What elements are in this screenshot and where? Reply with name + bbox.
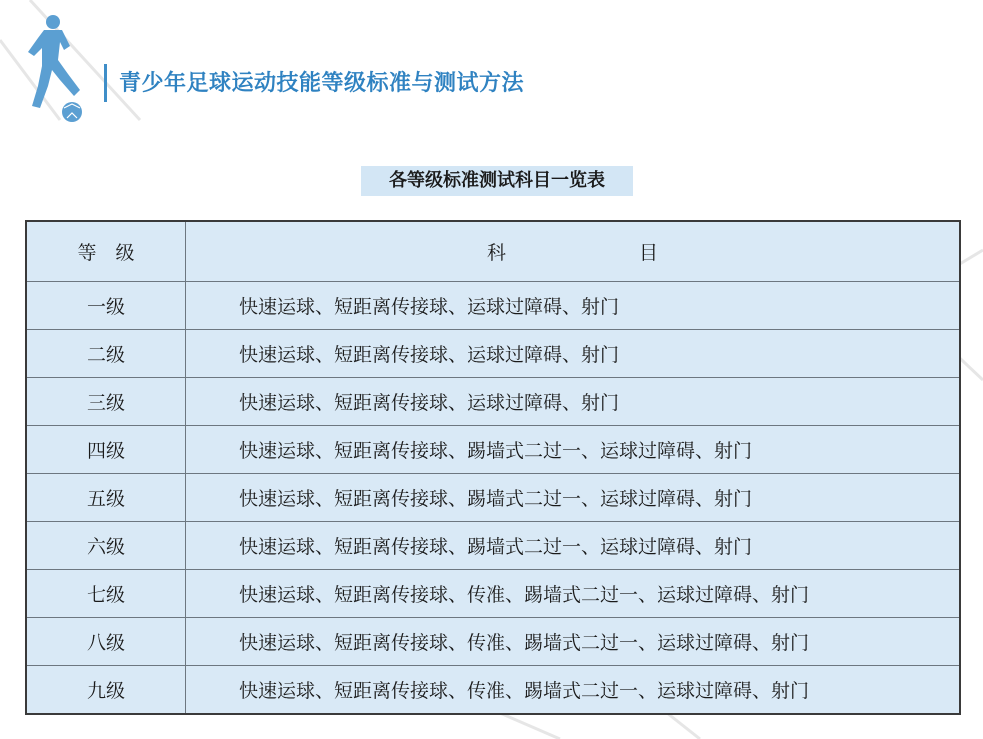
level-cell: 五级 xyxy=(26,474,186,522)
grade-subjects-table xyxy=(25,220,961,715)
level-cell: 七级 xyxy=(26,570,186,618)
column-header-level: 等 级 xyxy=(26,221,186,282)
level-cell: 六级 xyxy=(26,522,186,570)
subjects-cell: 快速运球、短距离传接球、传准、踢墙式二过一、运球过障碍、射门 xyxy=(186,618,961,666)
table-row xyxy=(26,666,960,715)
table-row xyxy=(26,426,960,474)
subjects-cell: 快速运球、短距离传接球、运球过障碍、射门 xyxy=(186,378,961,426)
table-row xyxy=(26,522,960,570)
column-header-subjects: 科 目 xyxy=(186,221,961,282)
table-row xyxy=(26,282,960,330)
subjects-cell: 快速运球、短距离传接球、运球过障碍、射门 xyxy=(186,330,961,378)
level-cell: 八级 xyxy=(26,618,186,666)
subjects-cell: 快速运球、短距离传接球、运球过障碍、射门 xyxy=(186,282,961,330)
table-row xyxy=(26,474,960,522)
soccer-player-kicking-icon xyxy=(20,12,100,124)
subjects-cell: 快速运球、短距离传接球、传准、踢墙式二过一、运球过障碍、射门 xyxy=(186,570,961,618)
level-cell: 一级 xyxy=(26,282,186,330)
level-cell: 四级 xyxy=(26,426,186,474)
table-row xyxy=(26,330,960,378)
level-cell: 九级 xyxy=(26,666,186,715)
subjects-cell: 快速运球、短距离传接球、踢墙式二过一、运球过障碍、射门 xyxy=(186,474,961,522)
table-row xyxy=(26,570,960,618)
page-title: 青少年足球运动技能等级标准与测试方法 xyxy=(119,70,525,96)
level-cell: 三级 xyxy=(26,378,186,426)
subjects-cell: 快速运球、短距离传接球、踢墙式二过一、运球过障碍、射门 xyxy=(186,522,961,570)
level-cell: 二级 xyxy=(26,330,186,378)
table-row xyxy=(26,378,960,426)
subjects-cell: 快速运球、短距离传接球、踢墙式二过一、运球过障碍、射门 xyxy=(186,426,961,474)
table-row xyxy=(26,618,960,666)
table-header-row xyxy=(26,221,960,282)
table-caption: 各等级标准测试科目一览表 xyxy=(361,166,633,196)
header-divider xyxy=(104,64,107,102)
subjects-cell: 快速运球、短距离传接球、传准、踢墙式二过一、运球过障碍、射门 xyxy=(186,666,961,715)
